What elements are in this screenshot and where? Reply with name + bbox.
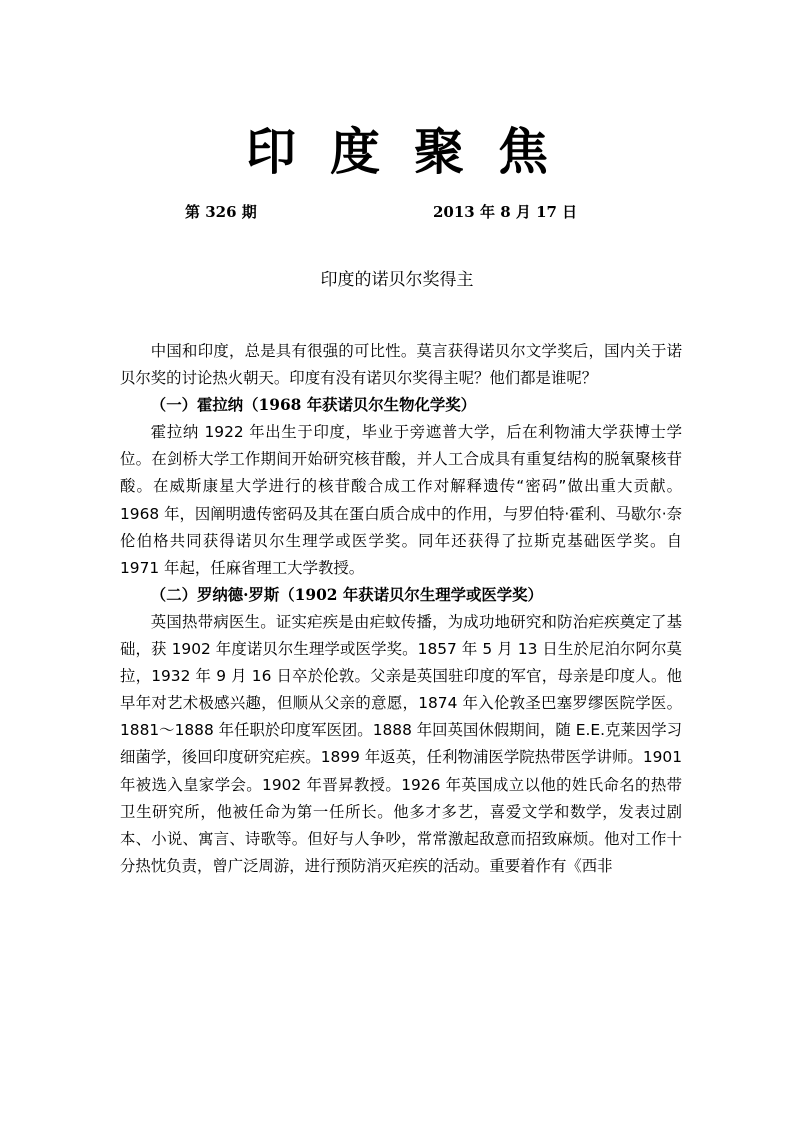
intro-paragraph: 中国和印度，总是具有很强的可比性。莫言获得诺贝尔文学奖后，国内关于诺贝尔奖的讨论热火朝天。印度有没有诺贝尔奖得主呢？他们都是谁呢？ bbox=[120, 342, 682, 388]
section-heading: （一）霍拉纳（1968 年获诺贝尔生物化学奖） bbox=[150, 396, 477, 415]
masthead-title: 印度聚焦 bbox=[246, 122, 582, 181]
issue-date: 2013 年 8 月 17 日 bbox=[433, 203, 578, 221]
section-paragraph: 英国热带病医生。证实疟疾是由疟蚊传播，为成功地研究和防治疟疾奠定了基础，获 1902 年度诺贝尔生理学或医学奖。1857 年 5 月 13 日生於尼泊尔阿尔莫拉，1932 年 9 月 16 日卒於伦敦。父亲是英国驻印度的军官，母亲是印度人。他早年对艺术极感兴趣，但顺从父亲的意愿，1874 年入伦敦圣巴塞罗缪医院学医。1881～1888 年任职於印度军医团。1888 年回英国休假期间，随 E.E.克莱因学习细菌学，後回印度研究疟疾。1899 年返英，任利物浦医学院热带医学讲师。1901 年被选入皇家学会。1902 年晋昇教授。1926 年英国成立以他的姓氏命名的热带卫生研究所，他被任命为第一任所长。他多才多艺，喜爱文学和数学，发表过剧本、小说、寓言、诗歌等。但好与人争吵，常常激起敌意而招致麻烦。他对工作十分热忱负责，曾广泛周游，进行预防消灭疟疾的活动。重要着作有《西非 bbox=[120, 612, 682, 875]
article-body bbox=[120, 338, 682, 880]
section-heading: （二）罗纳德·罗斯（1902 年获诺贝尔生理学或医学奖） bbox=[150, 585, 543, 604]
issue-number: 第 326 期 bbox=[185, 203, 257, 221]
section-paragraph: 霍拉纳 1922 年出生于印度，毕业于旁遮普大学，后在利物浦大学获博士学位。在剑桥大学工作期间开始研究核苷酸，并人工合成具有重复结构的脱氧聚核苷酸。在威斯康星大学进行的核苷酸合成工作对解释遗传“密码”做出重大贡献。1968 年，因阐明遗传密码及其在蛋白质合成中的作用，与罗伯特·霍利、马歇尔·奈伦伯格共同获得诺贝尔生理学或医学奖。同年还获得了拉斯克基础医学奖。自 1971 年起，任麻省理工大学教授。 bbox=[120, 423, 682, 577]
article-title: 印度的诺贝尔奖得主 bbox=[320, 270, 474, 290]
